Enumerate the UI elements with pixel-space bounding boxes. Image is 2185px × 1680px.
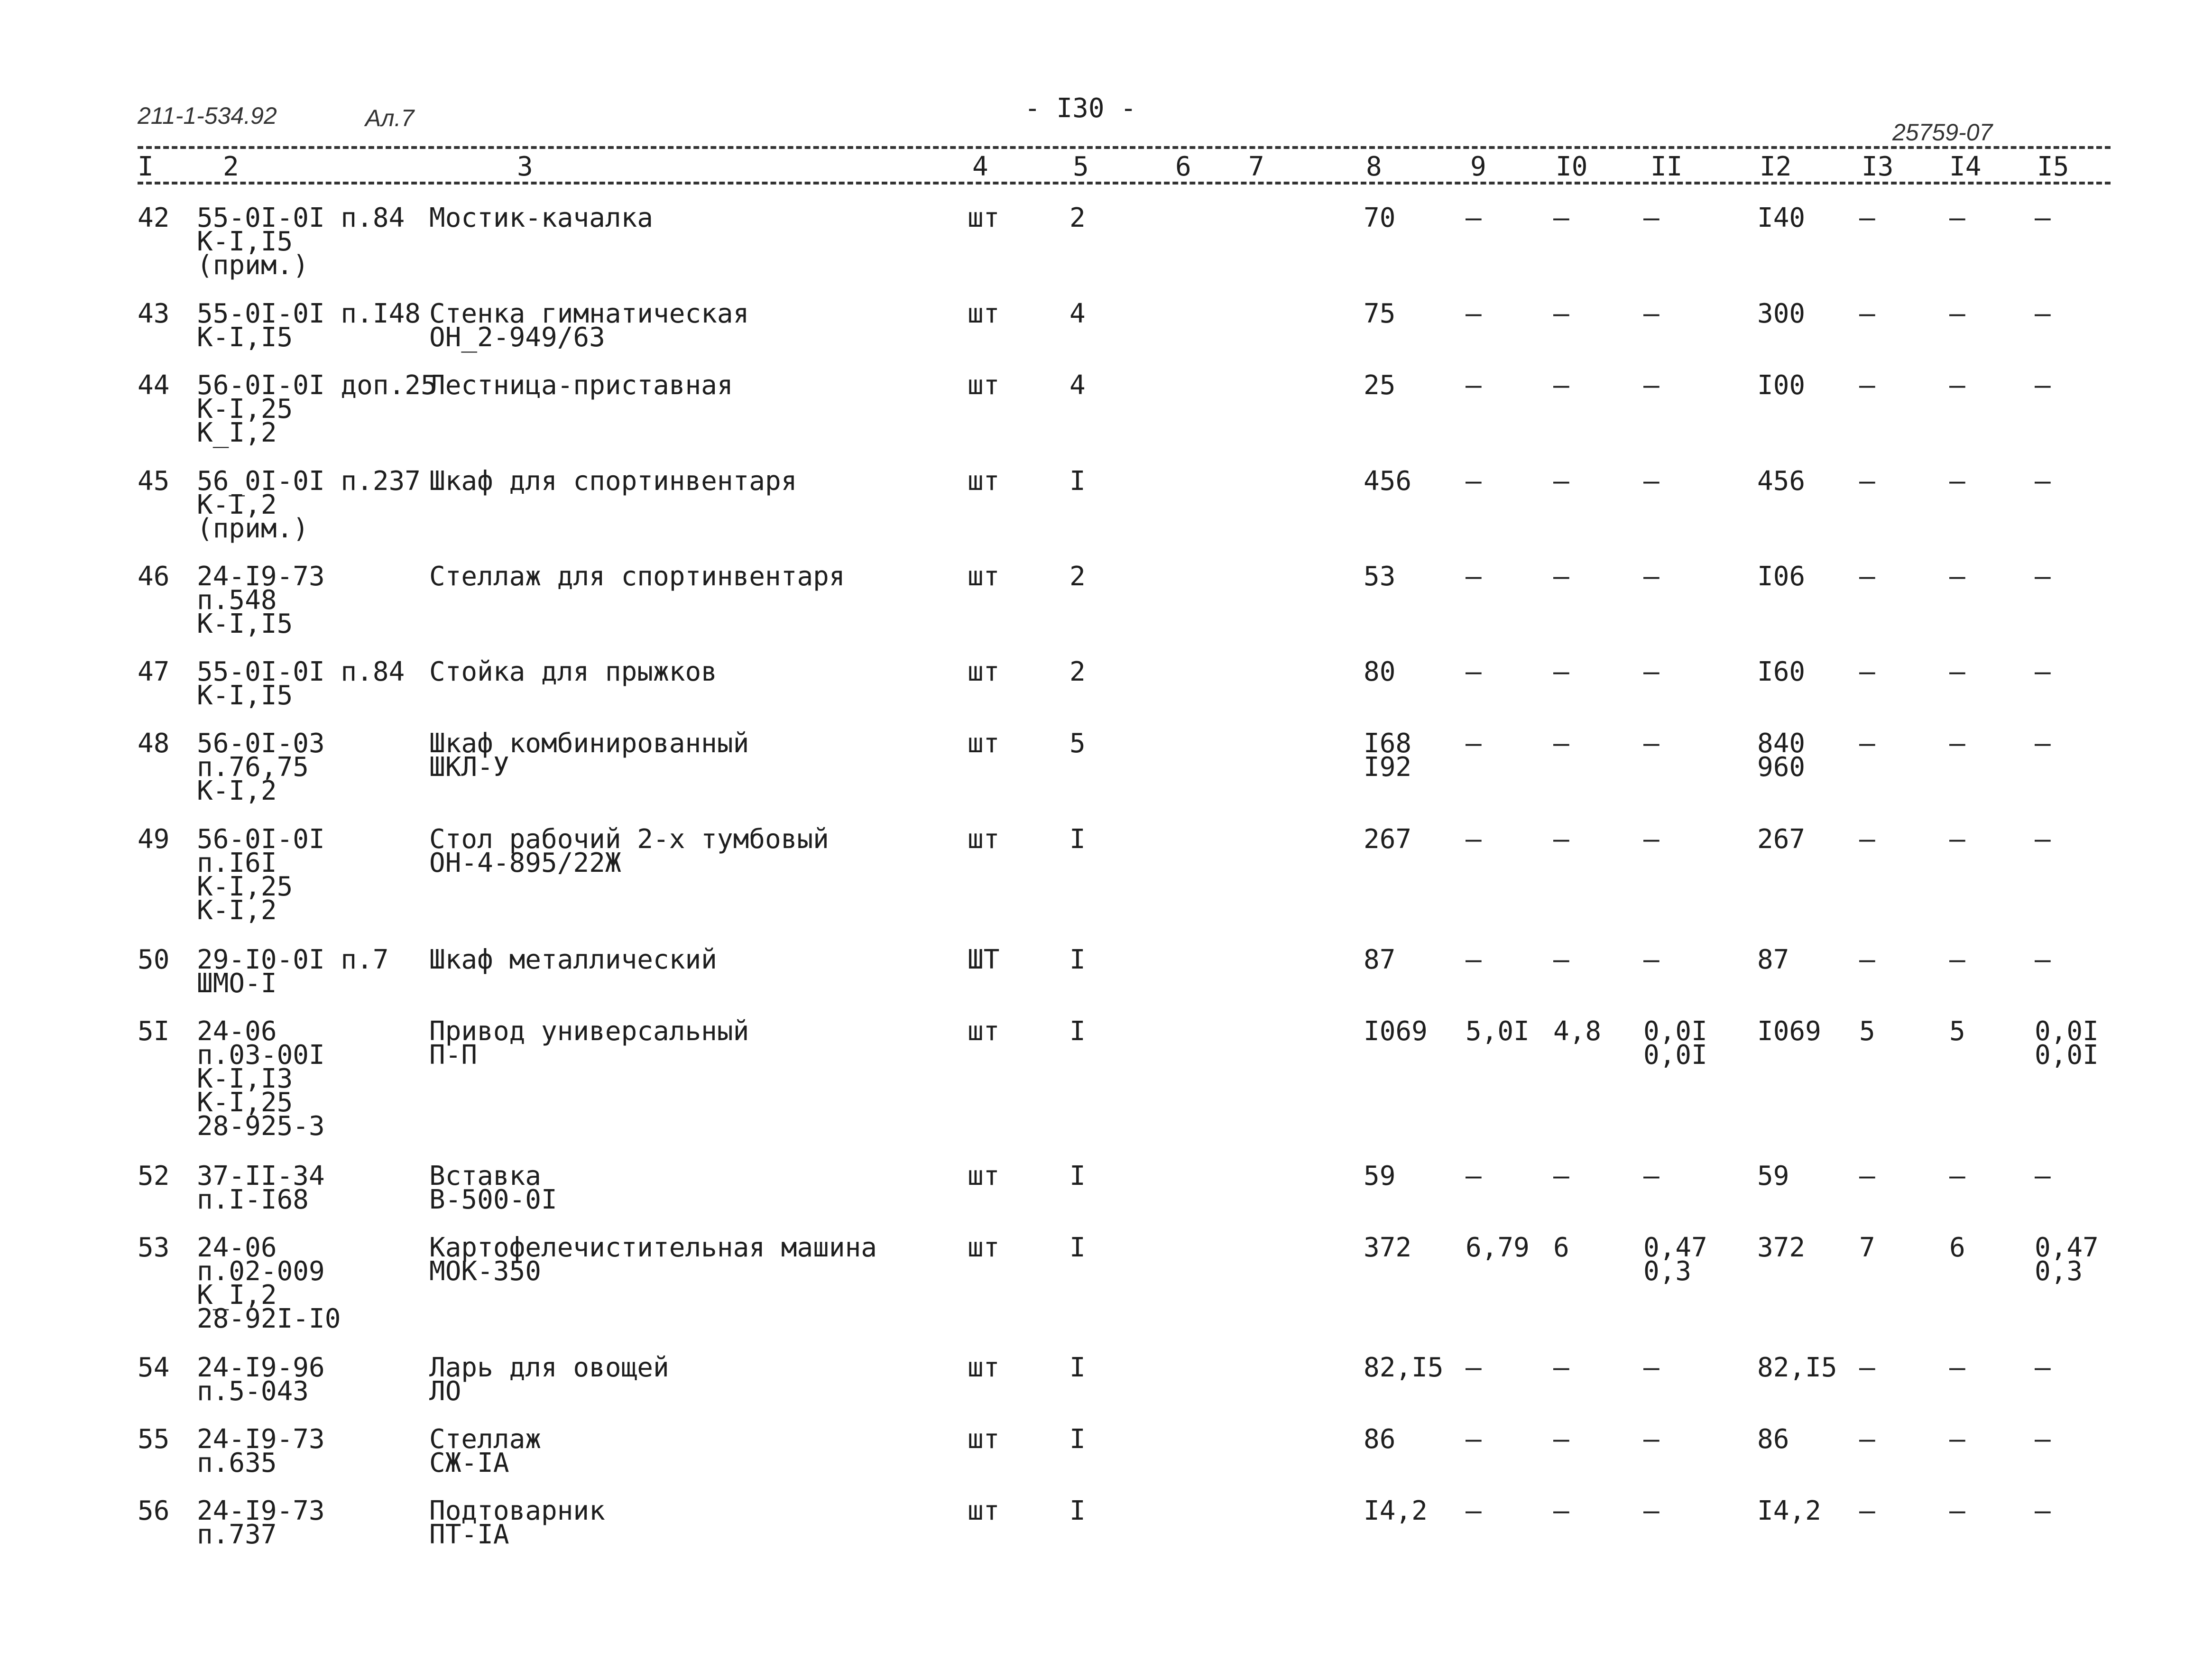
column-11-cell: – — [1643, 1352, 1659, 1383]
column-8-cell: 25 — [1364, 370, 1396, 401]
item-name-cell: Стенка гимнатическая ОН_2-949/63 — [429, 298, 749, 353]
column-9-cell: 6,79 — [1466, 1232, 1530, 1263]
column-10-cell: – — [1553, 561, 1569, 592]
column-9-cell: 5,0I — [1466, 1016, 1530, 1047]
column-13-cell: – — [1859, 466, 1875, 497]
header-rule — [138, 182, 2111, 185]
quantity-cell: I — [1069, 466, 1086, 497]
reference-cell: 56_0I-0I п.237 К-I,2 (прим.) — [197, 466, 421, 544]
album-number: Ал.7 — [365, 105, 415, 131]
column-12-cell: I00 — [1757, 370, 1806, 401]
column-14-cell: – — [1949, 1495, 1965, 1526]
reference-cell: 56-0I-0I доп.25 К-I,25 К_I,2 — [197, 370, 437, 448]
unit-cell: ШТ — [968, 944, 1000, 975]
column-number: I3 — [1862, 151, 1894, 182]
column-9-cell: – — [1466, 1161, 1482, 1191]
reference-cell: 55-0I-0I п.84 К-I,I5 (прим.) — [197, 203, 405, 281]
column-11-cell: – — [1643, 298, 1659, 329]
column-12-cell: 372 — [1757, 1232, 1806, 1263]
column-14-cell: – — [1949, 1352, 1965, 1383]
unit-cell: шт — [968, 370, 1000, 401]
reference-cell: 56-0I-03 п.76,75 К-I,2 — [197, 728, 325, 806]
item-name-cell: Стойка для прыжков — [429, 656, 717, 687]
column-11-cell: – — [1643, 944, 1659, 975]
column-8-cell: 86 — [1364, 1424, 1396, 1455]
quantity-cell: I — [1069, 1161, 1086, 1191]
column-13-cell: – — [1859, 1161, 1875, 1191]
column-11-cell: 0,47 0,3 — [1643, 1232, 1707, 1287]
column-11-cell: – — [1643, 1424, 1659, 1455]
column-9-cell: – — [1466, 298, 1482, 329]
unit-cell: шт — [968, 1352, 1000, 1383]
column-12-cell: 59 — [1757, 1161, 1789, 1191]
unit-cell: шт — [968, 203, 1000, 233]
column-number: 4 — [972, 151, 988, 182]
column-14-cell: 5 — [1949, 1016, 1965, 1047]
column-15-cell: – — [2035, 298, 2051, 329]
column-10-cell: – — [1553, 203, 1569, 233]
column-14-cell: – — [1949, 203, 1965, 233]
column-14-cell: – — [1949, 728, 1965, 759]
column-8-cell: 456 — [1364, 466, 1412, 497]
column-9-cell: – — [1466, 561, 1482, 592]
quantity-cell: I — [1069, 944, 1086, 975]
column-11-cell: – — [1643, 1161, 1659, 1191]
column-13-cell: – — [1859, 370, 1875, 401]
column-number: I2 — [1760, 151, 1792, 182]
inventory-stamp: 25759-07 — [1892, 119, 1993, 146]
column-8-cell: 82,I5 — [1364, 1352, 1444, 1383]
column-15-cell: – — [2035, 1161, 2051, 1191]
column-11-cell: – — [1643, 656, 1659, 687]
unit-cell: шт — [968, 466, 1000, 497]
item-name-cell: Подтоварник ПТ-IА — [429, 1495, 605, 1550]
quantity-cell: I — [1069, 1352, 1086, 1383]
item-name-cell: Вставка В-500-0I — [429, 1161, 557, 1215]
column-13-cell: – — [1859, 656, 1875, 687]
column-10-cell: 6 — [1553, 1232, 1569, 1263]
column-13-cell: 5 — [1859, 1016, 1875, 1047]
column-13-cell: – — [1859, 944, 1875, 975]
column-15-cell: – — [2035, 561, 2051, 592]
column-12-cell: 82,I5 — [1757, 1352, 1837, 1383]
column-9-cell: – — [1466, 824, 1482, 855]
column-12-cell: I40 — [1757, 203, 1806, 233]
column-8-cell: 87 — [1364, 944, 1396, 975]
item-name-cell: Стол рабочий 2-х тумбовый ОН-4-895/22Ж — [429, 824, 829, 878]
column-8-cell: I4,2 — [1364, 1495, 1428, 1526]
quantity-cell: I — [1069, 1495, 1086, 1526]
column-11-cell: – — [1643, 1495, 1659, 1526]
row-number: 47 — [138, 656, 170, 687]
column-10-cell: – — [1553, 728, 1569, 759]
column-13-cell: – — [1859, 203, 1875, 233]
reference-cell: 24-I9-73 п.737 — [197, 1495, 325, 1550]
column-14-cell: – — [1949, 944, 1965, 975]
column-8-cell: 267 — [1364, 824, 1412, 855]
column-14-cell: – — [1949, 1424, 1965, 1455]
column-11-cell: – — [1643, 561, 1659, 592]
column-9-cell: – — [1466, 1495, 1482, 1526]
column-9-cell: – — [1466, 656, 1482, 687]
unit-cell: шт — [968, 824, 1000, 855]
column-9-cell: – — [1466, 944, 1482, 975]
column-10-cell: – — [1553, 298, 1569, 329]
item-name-cell: Шкаф комбинированный ШКЛ-У — [429, 728, 749, 783]
quantity-cell: 4 — [1069, 370, 1086, 401]
column-9-cell: – — [1466, 1352, 1482, 1383]
column-15-cell: – — [2035, 1352, 2051, 1383]
column-number: 6 — [1175, 151, 1191, 182]
unit-cell: шт — [968, 561, 1000, 592]
unit-cell: шт — [968, 1424, 1000, 1455]
row-number: 50 — [138, 944, 170, 975]
quantity-cell: 2 — [1069, 203, 1086, 233]
reference-cell: 55-0I-0I п.84 К-I,I5 — [197, 656, 405, 711]
unit-cell: шт — [968, 728, 1000, 759]
column-number: I5 — [2037, 151, 2069, 182]
column-13-cell: – — [1859, 728, 1875, 759]
column-number: 7 — [1248, 151, 1264, 182]
column-12-cell: I069 — [1757, 1016, 1821, 1047]
reference-cell: 24-I9-73 п.635 — [197, 1424, 325, 1478]
row-number: 45 — [138, 466, 170, 497]
column-9-cell: – — [1466, 370, 1482, 401]
column-14-cell: 6 — [1949, 1232, 1965, 1263]
quantity-cell: I — [1069, 1424, 1086, 1455]
column-14-cell: – — [1949, 370, 1965, 401]
item-name-cell: Ларь для овощей ЛО — [429, 1352, 669, 1407]
column-10-cell: – — [1553, 1161, 1569, 1191]
item-name-cell: Стеллаж для спортинвентаря — [429, 561, 845, 592]
row-number: 55 — [138, 1424, 170, 1455]
quantity-cell: 4 — [1069, 298, 1086, 329]
column-12-cell: 87 — [1757, 944, 1789, 975]
row-number: 5I — [138, 1016, 170, 1047]
column-8-cell: 372 — [1364, 1232, 1412, 1263]
item-name-cell: Лестница-приставная — [429, 370, 733, 401]
reference-cell: 56-0I-0I п.I6I К-I,25 К-I,2 — [197, 824, 325, 926]
column-15-cell: – — [2035, 944, 2051, 975]
reference-cell: 37-II-34 п.I-I68 — [197, 1161, 325, 1215]
column-11-cell: 0,0I 0,0I — [1643, 1016, 1707, 1071]
unit-cell: шт — [968, 1016, 1000, 1047]
reference-cell: 29-I0-0I п.7 ШМО-I — [197, 944, 389, 999]
column-9-cell: – — [1466, 728, 1482, 759]
reference-cell: 24-I9-73 п.548 К-I,I5 — [197, 561, 325, 639]
column-13-cell: – — [1859, 561, 1875, 592]
column-12-cell: I06 — [1757, 561, 1806, 592]
page-number: - I30 - — [1024, 93, 1137, 124]
row-number: 53 — [138, 1232, 170, 1263]
quantity-cell: 2 — [1069, 561, 1086, 592]
item-name-cell: Картофелечистительная машина МОК-350 — [429, 1232, 877, 1287]
column-11-cell: – — [1643, 728, 1659, 759]
quantity-cell: I — [1069, 1016, 1086, 1047]
unit-cell: шт — [968, 1495, 1000, 1526]
quantity-cell: I — [1069, 1232, 1086, 1263]
column-15-cell: 0,0I 0,0I — [2035, 1016, 2099, 1071]
column-12-cell: I60 — [1757, 656, 1806, 687]
column-13-cell: 7 — [1859, 1232, 1875, 1263]
column-10-cell: 4,8 — [1553, 1016, 1602, 1047]
row-number: 46 — [138, 561, 170, 592]
reference-cell: 24-06 п.02-009 К_I,2 28-92I-I0 — [197, 1232, 341, 1334]
column-14-cell: – — [1949, 466, 1965, 497]
column-8-cell: 80 — [1364, 656, 1396, 687]
column-13-cell: – — [1859, 1495, 1875, 1526]
column-8-cell: I68 I92 — [1364, 728, 1412, 783]
row-number: 52 — [138, 1161, 170, 1191]
column-number: 2 — [223, 151, 239, 182]
column-13-cell: – — [1859, 1352, 1875, 1383]
column-15-cell: – — [2035, 370, 2051, 401]
column-9-cell: – — [1466, 203, 1482, 233]
row-number: 44 — [138, 370, 170, 401]
column-8-cell: 53 — [1364, 561, 1396, 592]
unit-cell: шт — [968, 656, 1000, 687]
column-15-cell: – — [2035, 656, 2051, 687]
quantity-cell: 5 — [1069, 728, 1086, 759]
column-12-cell: 267 — [1757, 824, 1806, 855]
column-15-cell: 0,47 0,3 — [2035, 1232, 2099, 1287]
column-15-cell: – — [2035, 1495, 2051, 1526]
column-number: 3 — [517, 151, 533, 182]
column-12-cell: 456 — [1757, 466, 1806, 497]
column-15-cell: – — [2035, 203, 2051, 233]
column-number: 5 — [1073, 151, 1089, 182]
column-13-cell: – — [1859, 298, 1875, 329]
column-14-cell: – — [1949, 1161, 1965, 1191]
row-number: 49 — [138, 824, 170, 855]
row-number: 43 — [138, 298, 170, 329]
column-10-cell: – — [1553, 656, 1569, 687]
column-number-header — [0, 153, 2185, 191]
column-15-cell: – — [2035, 466, 2051, 497]
column-13-cell: – — [1859, 824, 1875, 855]
column-number: II — [1650, 151, 1683, 182]
column-9-cell: – — [1466, 1424, 1482, 1455]
column-10-cell: – — [1553, 466, 1569, 497]
row-number: 56 — [138, 1495, 170, 1526]
column-14-cell: – — [1949, 824, 1965, 855]
column-12-cell: 840 960 — [1757, 728, 1806, 783]
column-11-cell: – — [1643, 370, 1659, 401]
item-name-cell: Мостик-качалка — [429, 203, 654, 233]
column-10-cell: – — [1553, 1495, 1569, 1526]
column-number: I — [138, 151, 154, 182]
column-9-cell: – — [1466, 466, 1482, 497]
column-8-cell: 70 — [1364, 203, 1396, 233]
column-13-cell: – — [1859, 1424, 1875, 1455]
unit-cell: шт — [968, 298, 1000, 329]
column-12-cell: 86 — [1757, 1424, 1789, 1455]
item-name-cell: Шкаф металлический — [429, 944, 717, 975]
row-number: 54 — [138, 1352, 170, 1383]
reference-cell: 55-0I-0I п.I48 К-I,I5 — [197, 298, 421, 353]
item-name-cell: Стеллаж СЖ-IА — [429, 1424, 542, 1478]
column-10-cell: – — [1553, 944, 1569, 975]
row-number: 48 — [138, 728, 170, 759]
column-10-cell: – — [1553, 1424, 1569, 1455]
column-number: 8 — [1366, 151, 1382, 182]
column-15-cell: – — [2035, 728, 2051, 759]
column-12-cell: 300 — [1757, 298, 1806, 329]
document-code: 211-1-534.92 — [138, 102, 277, 129]
row-number: 42 — [138, 203, 170, 233]
unit-cell: шт — [968, 1232, 1000, 1263]
item-name-cell: Шкаф для спортинвентаря — [429, 466, 797, 497]
top-rule — [138, 146, 2111, 149]
column-number: I4 — [1949, 151, 1982, 182]
column-14-cell: – — [1949, 298, 1965, 329]
column-15-cell: – — [2035, 824, 2051, 855]
column-8-cell: 59 — [1364, 1161, 1396, 1191]
unit-cell: шт — [968, 1161, 1000, 1191]
column-11-cell: – — [1643, 824, 1659, 855]
column-10-cell: – — [1553, 370, 1569, 401]
quantity-cell: 2 — [1069, 656, 1086, 687]
column-11-cell: – — [1643, 203, 1659, 233]
column-12-cell: I4,2 — [1757, 1495, 1821, 1526]
column-15-cell: – — [2035, 1424, 2051, 1455]
reference-cell: 24-06 п.03-00I К-I,I3 К-I,25 28-925-3 — [197, 1016, 325, 1142]
column-11-cell: – — [1643, 466, 1659, 497]
column-8-cell: I069 — [1364, 1016, 1428, 1047]
column-14-cell: – — [1949, 561, 1965, 592]
column-number: I0 — [1556, 151, 1588, 182]
column-10-cell: – — [1553, 1352, 1569, 1383]
quantity-cell: I — [1069, 824, 1086, 855]
item-name-cell: Привод универсальный П-П — [429, 1016, 749, 1071]
column-14-cell: – — [1949, 656, 1965, 687]
column-8-cell: 75 — [1364, 298, 1396, 329]
reference-cell: 24-I9-96 п.5-043 — [197, 1352, 325, 1407]
column-number: 9 — [1470, 151, 1486, 182]
column-10-cell: – — [1553, 824, 1569, 855]
